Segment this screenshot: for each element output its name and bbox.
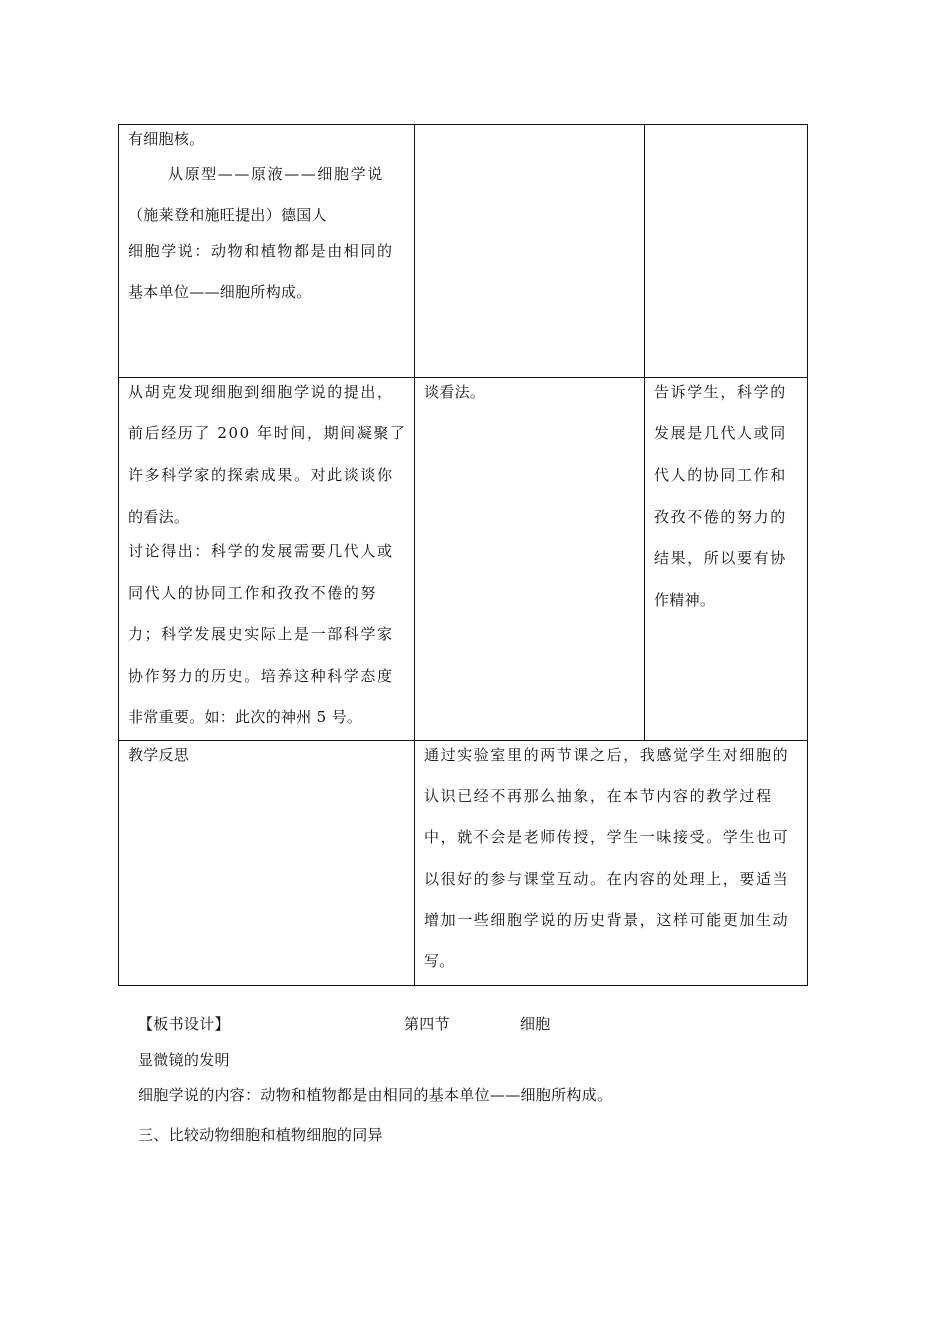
table-col-divider	[644, 124, 645, 741]
cell-text-line: 从原型——原液——细胞学说	[168, 165, 384, 183]
board-line: 显微镜的发明	[138, 1051, 230, 1069]
reflection-text-line: 写。	[424, 952, 455, 970]
cell-text-line: 非常重要。如：此次的神州 5 号。	[128, 708, 363, 726]
cell-text-line: 发展是几代人或同	[654, 424, 787, 442]
cell-text-line: 同代人的协同工作和孜孜不倦的努	[128, 584, 378, 602]
table-row-divider	[118, 740, 808, 741]
board-design-heading: 【板书设计】	[138, 1015, 230, 1033]
lesson-table	[118, 124, 808, 986]
board-section-title: 第四节	[404, 1015, 450, 1033]
reflection-text-line: 通过实验室里的两节课之后，我感觉学生对细胞的	[424, 746, 790, 764]
cell-text-line: 协作努力的历史。培养这种科学态度	[128, 667, 394, 685]
cell-text-line: 基本单位——细胞所构成。	[128, 283, 312, 301]
board-line: 三、比较动物细胞和植物细胞的同异	[138, 1126, 383, 1144]
cell-text-line: 有细胞核。	[128, 130, 205, 148]
table-border-left	[118, 124, 119, 986]
cell-text-line: 细胞学说：动物和植物都是由相同的	[128, 242, 394, 260]
table-row-divider	[118, 377, 808, 378]
table-border-top	[118, 124, 808, 125]
table-col-divider	[414, 124, 415, 986]
cell-text-line: 力；科学发展史实际上是一部科学家	[128, 625, 394, 643]
table-border-right	[807, 124, 808, 986]
board-line: 细胞学说的内容：动物和植物都是由相同的基本单位——细胞所构成。	[138, 1086, 613, 1104]
cell-text-line: 结果，所以要有协	[654, 549, 787, 567]
reflection-text-line: 中，就不会是老师传授，学生一味接受。学生也可	[424, 828, 790, 846]
cell-text-line: 讨论得出：科学的发展需要几代人或	[128, 542, 394, 560]
cell-text-line: 前后经历了 200 年时间，期间凝聚了	[128, 424, 407, 442]
cell-text-line: 许多科学家的探索成果。对此谈谈你	[128, 466, 394, 484]
cell-text-line: 作精神。	[654, 591, 716, 609]
cell-text-line: 的看法。	[128, 508, 190, 526]
cell-text-line: 告诉学生，科学的	[654, 383, 787, 401]
cell-text-line: 谈看法。	[424, 383, 486, 401]
reflection-label: 教学反思	[128, 746, 190, 764]
reflection-text-line: 认识已经不再那么抽象，在本节内容的教学过程	[424, 787, 773, 805]
cell-text-line: 代人的协同工作和	[654, 466, 787, 484]
table-border-bottom	[118, 985, 808, 986]
cell-text-line: 孜孜不倦的努力的	[654, 508, 787, 526]
reflection-text-line: 以很好的参与课堂互动。在内容的处理上，要适当	[424, 870, 790, 888]
cell-text-line: 从胡克发现细胞到细胞学说的提出，	[128, 383, 394, 401]
board-topic: 细胞	[520, 1015, 551, 1033]
reflection-text-line: 增加一些细胞学说的历史背景，这样可能更加生动	[424, 911, 790, 929]
cell-text-line: （施莱登和施旺提出）德国人	[128, 206, 327, 224]
